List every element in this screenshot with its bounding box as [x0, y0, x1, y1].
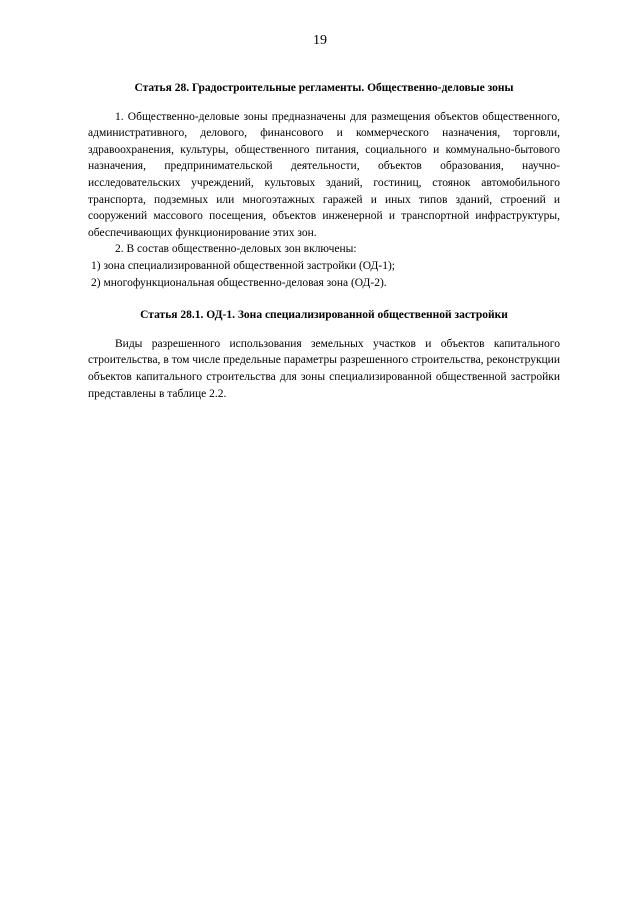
article-28-list-item-1: 1) зона специализированной общественной застройки (ОД-1); [91, 259, 395, 272]
article-28-1-title: Статья 28.1. ОД-1. Зона специализированной общественной застройки [140, 309, 508, 322]
page-number: 19 [313, 33, 327, 48]
article-28-paragraph-1: 1. Общественно-деловые зоны предназначены для размещения объектов общественного, административного, делового, финансового и коммерческого назначения, торговли, здравоохранения, культуры, общественного питания, социального и коммунально-бытового назначения, предпринимательской деятельности, объектов образования, научно-исследовательских учреждений, культовых зданий, гостиниц, стоянок автомобильного транспорта, подземных или многоэтажных гаражей и иных типов зданий, строений и сооружений массового посещения, объектов инженерной и транспортной инфраструктуры, обеспечивающих функционирование этих зон. [88, 110, 560, 239]
document-content [88, 80, 560, 402]
article-28-title: Статья 28. Градостроительные регламенты. Общественно-деловые зоны [134, 82, 514, 94]
article-28-1-paragraph-1: Виды разрешенного использования земельных участков и объектов капитального строительства, в том числе предельные параметры разрешенного строительства, реконструкции объектов капитального строительства для зоны специализированной общественной застройки представлены в таблице 2.2. [88, 337, 560, 400]
article-28-paragraph-2: 2. В состав общественно-деловых зон включены: [115, 243, 357, 256]
article-28-list-item-2: 2) многофункциональная общественно-деловая зона (ОД-2). [91, 276, 387, 289]
